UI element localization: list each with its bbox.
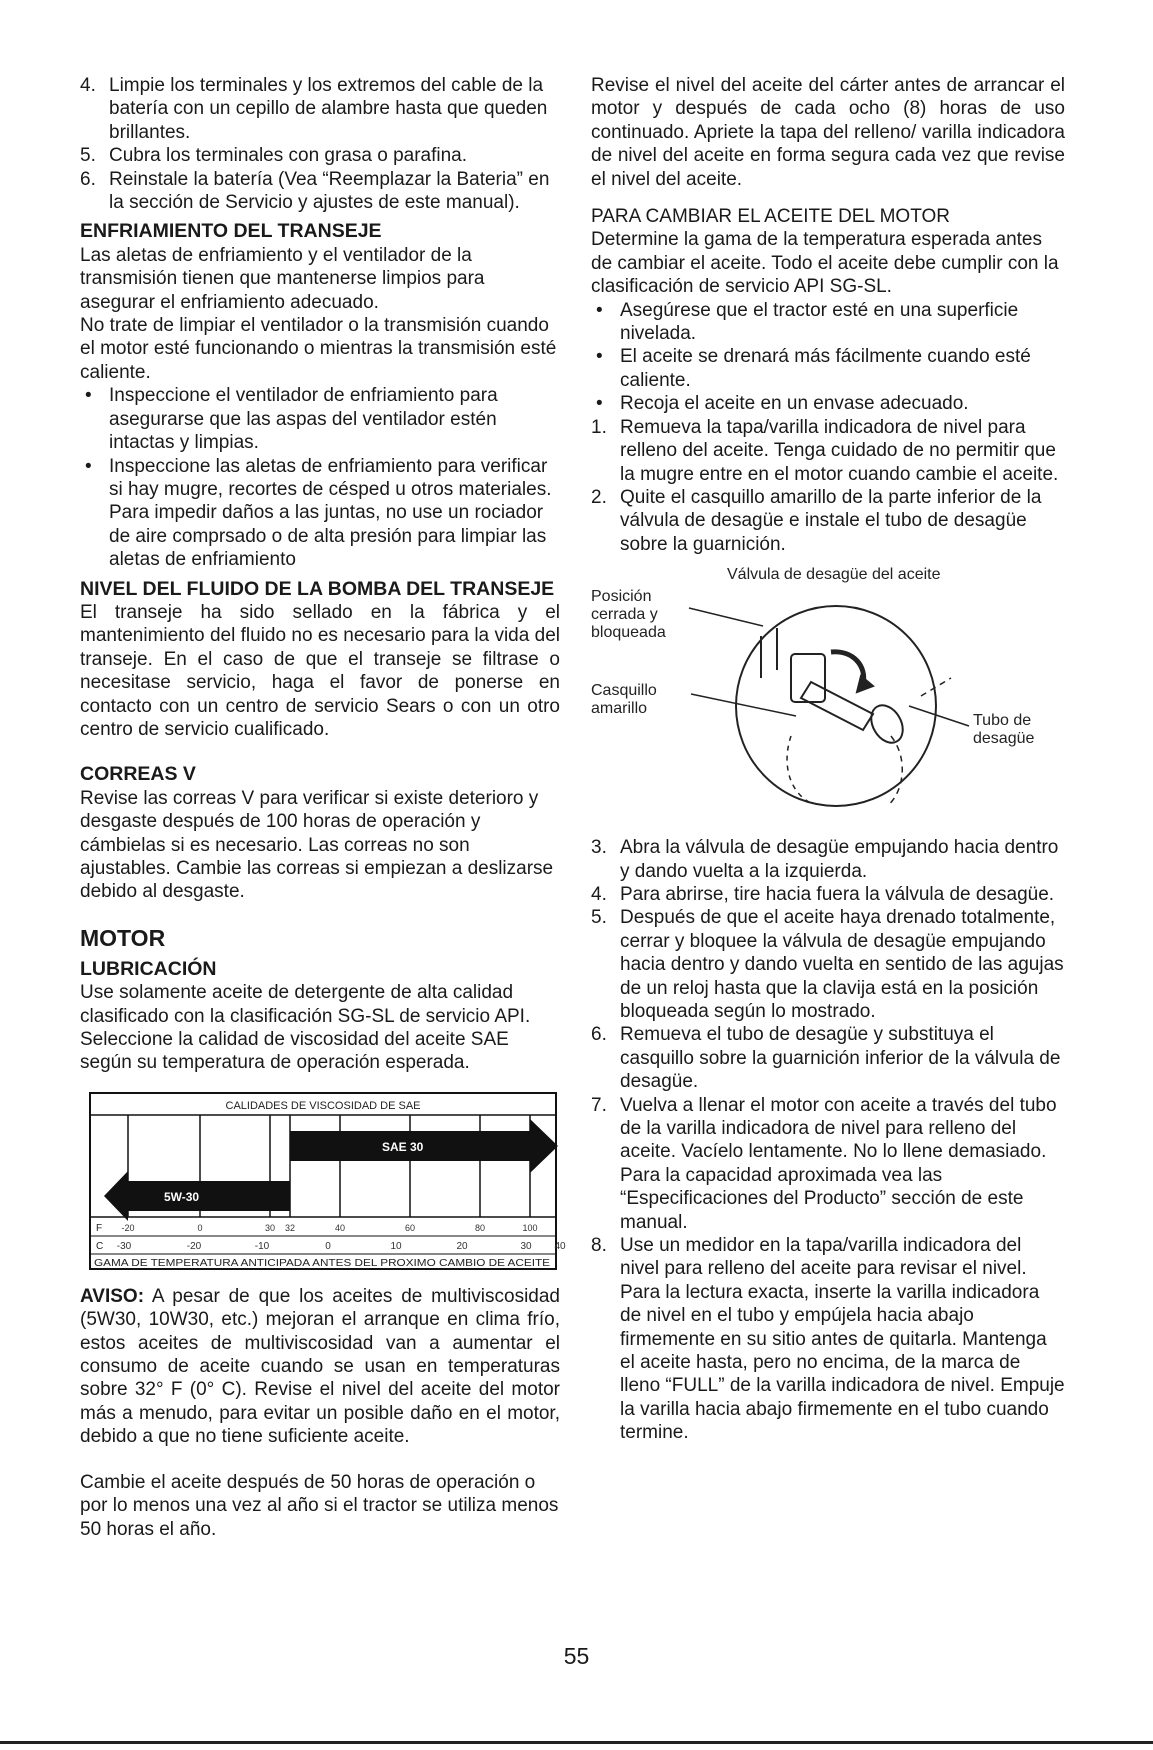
item-text: Limpie los terminales y los extremos del cable de la batería con un cepillo de alambre hasta que queden brillantes. xyxy=(109,75,548,143)
item-text: Use un medidor en la tapa/varilla indicadora del nivel para relleno del aceite para revisar el nivel. Para la lectura exacta, inserte la varilla indicadora de nivel en el tubo y empújela hacia abajo firmemente en su sitio antes de quitarla. Mantenga el aceite hasta, pero no encima, de la marca de lleno “FULL” de la varilla indicadora de nivel. Empuje la varilla hacia abajo firmemente en el tubo cuando termine. xyxy=(620,1235,1065,1444)
list-item xyxy=(591,836,1065,883)
cooling-warning: No trate de limpiar el ventilador o la transmisión cuando el motor esté funcionando o mientras la transmisión esté caliente. xyxy=(80,315,557,383)
c-tick-label: 30 xyxy=(520,1240,532,1252)
item-text: Reinstale la batería (Vea “Reemplazar la Bateria” en la sección de Servicio y ajustes de este manual). xyxy=(109,168,550,214)
page-number: 55 xyxy=(563,1643,590,1669)
arrow-head xyxy=(857,676,873,692)
valve-body xyxy=(791,654,825,702)
item-number: 2. xyxy=(591,486,607,508)
chart-title: CALIDADES DE VISCOSIDAD DE SAE xyxy=(225,1099,421,1112)
item-text: Inspeccione las aletas de enfriamiento para verificar si hay mugre, recortes de césped u otros materiales. Para impedir daños a las juntas, no use un rociador de aire comprsado o de alta presión para limpiar las aletas de enfriamiento xyxy=(109,455,552,571)
lubrication-heading: LUBRICACIÓN xyxy=(80,957,217,980)
f-tick-label: 80 xyxy=(474,1222,486,1233)
item-number: 7. xyxy=(591,1094,607,1116)
valve-detail-circle xyxy=(736,606,936,806)
chart-x-label: GAMA DE TEMPERATURA ANTICIPADA ANTES DEL PROXIMO CAMBIO DE ACEITE xyxy=(94,1257,551,1269)
leader-line xyxy=(689,608,763,626)
cooling-paragraph: Las aletas de enfriamiento y el ventilador de la transmisión tienen que mantenerse limpios para asegurar el enfriamiento adecuado. xyxy=(80,244,485,313)
f-tick-label: -20 xyxy=(121,1222,135,1233)
viscosity-chart-svg xyxy=(88,1091,566,1271)
list-item xyxy=(80,144,560,167)
change-oil-steps-a xyxy=(591,416,1065,556)
item-number: 8. xyxy=(591,1235,607,1257)
c-tick-label: -20 xyxy=(186,1240,202,1252)
bullet-icon: • xyxy=(85,455,92,477)
yellow-cap xyxy=(865,700,909,749)
notice-label: AVISO: xyxy=(80,1285,145,1307)
battery-steps xyxy=(80,74,560,214)
item-text: Recoja el aceite en un envase adecuado. xyxy=(620,393,969,415)
item-text: Inspeccione el ventilador de enfriamiento para asegurarse que las aspas del ventilador estén intactas y limpias. xyxy=(109,385,498,454)
pump-fluid-paragraph: El transeje ha sido sellado en la fábrica y el mantenimiento del fluido no es necesario para la vida del transeje. En el caso de que el transeje se filtrase o necesitase servicio, haga el favor de ponerse en contacto con un centro de servicio Sears o con un otro centro de servicio cualificado. xyxy=(80,601,560,740)
list-item xyxy=(80,74,560,144)
drain-tube-outline xyxy=(887,736,902,806)
bullet-icon: • xyxy=(85,385,92,407)
list-item xyxy=(591,1023,1065,1093)
bullet-icon: • xyxy=(596,346,603,368)
series-label-sae30: SAE 30 xyxy=(382,1139,424,1154)
c-tick-label: 10 xyxy=(390,1240,402,1252)
bullet-icon: • xyxy=(596,299,603,321)
belts-paragraph: Revise las correas V para verificar si existe deterioro y desgaste después de 100 horas de operación y cámbielas si es necesario. Las correas no son ajustables. Cambie las correas si empiezan a deslizarse debido al desgaste. xyxy=(80,787,554,903)
c-scale-label: C xyxy=(96,1240,104,1252)
drain-valve-illustration xyxy=(591,566,1065,826)
drain-valve-figure xyxy=(591,566,1065,826)
dashed-line xyxy=(787,736,809,802)
item-number: 5. xyxy=(591,907,607,929)
f-tick-label: 40 xyxy=(334,1222,346,1233)
item-text: Remueva el tubo de desagüe y substituya el casquillo sobre la guarnición inferior de la válvula de desagüe. xyxy=(620,1024,1061,1093)
list-item xyxy=(591,392,1065,415)
change-oil-heading: PARA CAMBIAR EL ACEITE DEL MOTOR xyxy=(591,206,950,228)
list-item xyxy=(80,455,560,572)
list-item xyxy=(591,1234,1065,1445)
series-label-5w30: 5W-30 xyxy=(164,1189,200,1204)
yellow-cap-label: Casquillo amarillo xyxy=(591,682,657,718)
item-number: 6. xyxy=(80,168,96,190)
change-oil-intro: Determine la gama de la temperatura esperada antes de cambiar el aceite. Todo el aceite debe cumplir con la clasificación de servicio API SG-SL. xyxy=(591,229,1059,298)
leader-line xyxy=(691,694,796,716)
item-text: Remueva la tapa/varilla indicadora de nivel para relleno del aceite. Tenga cuidado de no permitir que la mugre entre en el motor cuando cambie el aceite. xyxy=(620,416,1059,485)
leader-line xyxy=(909,706,969,726)
engine-block-edge xyxy=(761,628,777,678)
motor-heading: MOTOR xyxy=(80,924,166,951)
closed-position-label: Posición cerrada y bloqueada xyxy=(591,588,666,642)
bottom-rule xyxy=(0,1741,1153,1744)
list-item xyxy=(591,883,1065,906)
c-tick-label: 0 xyxy=(325,1240,331,1252)
cooling-bullets xyxy=(80,384,560,571)
list-item xyxy=(591,299,1065,346)
notice-text: A pesar de que los aceites de multiviscosidad (5W30, 10W30, etc.) mejoran el arranque en clima frío, estos aceites de multiviscosidad van a aumentar el consumo de aceite cuando se usan en temperaturas sobre 32° F (0° C). Revise el nivel del aceite del motor más a menudo, para evitar un posible daño en el motor, debido a que no tiene suficiente aceite. xyxy=(80,1285,561,1448)
list-item xyxy=(80,384,560,454)
f-tick-label: 0 xyxy=(197,1222,203,1233)
c-tick-label: 20 xyxy=(456,1240,468,1252)
list-item xyxy=(591,416,1065,486)
check-oil-paragraph: Revise el nivel del aceite del cárter antes de arrancar el motor y después de cada ocho (8) horas de uso continuado. Apriete la tapa del relleno/ varilla indicadora de nivel del aceite en forma segura cada vez que revise el nivel del aceite. xyxy=(591,75,1065,190)
list-item xyxy=(591,906,1065,1023)
item-number: 3. xyxy=(591,837,607,859)
list-item xyxy=(591,486,1065,556)
lubrication-paragraph: Use solamente aceite de detergente de alta calidad clasificado con la clasificación SG-SL de servicio API. Seleccione la calidad de viscosidad del aceite SAE según su temperatura de operación esperada. xyxy=(80,982,531,1074)
item-number: 5. xyxy=(80,145,96,167)
cooling-heading: ENFRIAMIENTO DEL TRANSEJE xyxy=(80,220,382,243)
c-tick-label: -10 xyxy=(254,1240,270,1252)
f-tick-label: 100 xyxy=(522,1222,538,1233)
left-column xyxy=(80,74,566,1541)
change-oil-paragraph: Cambie el aceite después de 50 horas de operación o por lo menos una vez al año si el tractor se utiliza menos 50 horas el año. xyxy=(80,1471,559,1540)
right-column xyxy=(591,74,1065,1445)
f-tick-label: 32 xyxy=(284,1222,296,1233)
list-item xyxy=(80,168,560,215)
f-tick-label: 60 xyxy=(404,1222,416,1233)
drain-tube-label: Tubo de desagüe xyxy=(973,712,1035,748)
notice-paragraph xyxy=(80,1285,560,1449)
belts-heading: CORREAS V xyxy=(80,763,196,786)
item-text: Abra la válvula de desagüe empujando hacia dentro y dando vuelta a la izquierda. xyxy=(620,837,1059,882)
c-tick-label: -30 xyxy=(116,1240,132,1252)
item-text: Asegúrese que el tractor esté en una superficie nivelada. xyxy=(620,299,1019,345)
item-text: Vuelva a llenar el motor con aceite a través del tubo de la varilla indicadora de nivel para relleno del aceite. Vacíelo lentamente. No lo llene demasiado. Para la capacidad aproximada vea las “Especificaciones del Producto” sección de este manual. xyxy=(620,1094,1057,1233)
item-number: 4. xyxy=(80,75,96,96)
rotate-arrow-icon xyxy=(831,652,864,684)
figure-title: Válvula de desagüe del aceite xyxy=(727,566,941,584)
item-text: Quite el casquillo amarillo de la parte inferior de la válvula de desagüe e instale el tubo de desagüe sobre la guarnición. xyxy=(620,486,1042,555)
viscosity-chart xyxy=(88,1091,566,1271)
c-tick-label: 40 xyxy=(554,1240,566,1252)
item-number: 6. xyxy=(591,1024,607,1046)
item-text: Para abrirse, tire hacia fuera la válvula de desagüe. xyxy=(620,883,1055,905)
f-tick-label: 30 xyxy=(264,1222,276,1233)
list-item xyxy=(591,345,1065,392)
item-number: 1. xyxy=(591,416,607,438)
series-bar-sae30 xyxy=(290,1119,558,1173)
pump-fluid-heading: NIVEL DEL FLUIDO DE LA BOMBA DEL TRANSEJE xyxy=(80,577,555,600)
change-oil-steps-b xyxy=(591,836,1065,1445)
item-number: 4. xyxy=(591,883,607,905)
list-item xyxy=(591,1094,1065,1234)
change-oil-bullets xyxy=(591,299,1065,416)
bullet-icon: • xyxy=(596,393,603,415)
item-text: Después de que el aceite haya drenado totalmente, cerrar y bloquee la válvula de desagüe empujando hacia dentro y dando vuelta en sentido de las agujas de un reloj hasta que la clavija está en la posición bloqueada según lo mostrado. xyxy=(620,907,1064,1022)
f-scale-label: F xyxy=(96,1222,103,1234)
item-text: El aceite se drenará más fácilmente cuando esté caliente. xyxy=(620,346,1031,391)
item-text: Cubra los terminales con grasa o parafina. xyxy=(109,145,468,167)
